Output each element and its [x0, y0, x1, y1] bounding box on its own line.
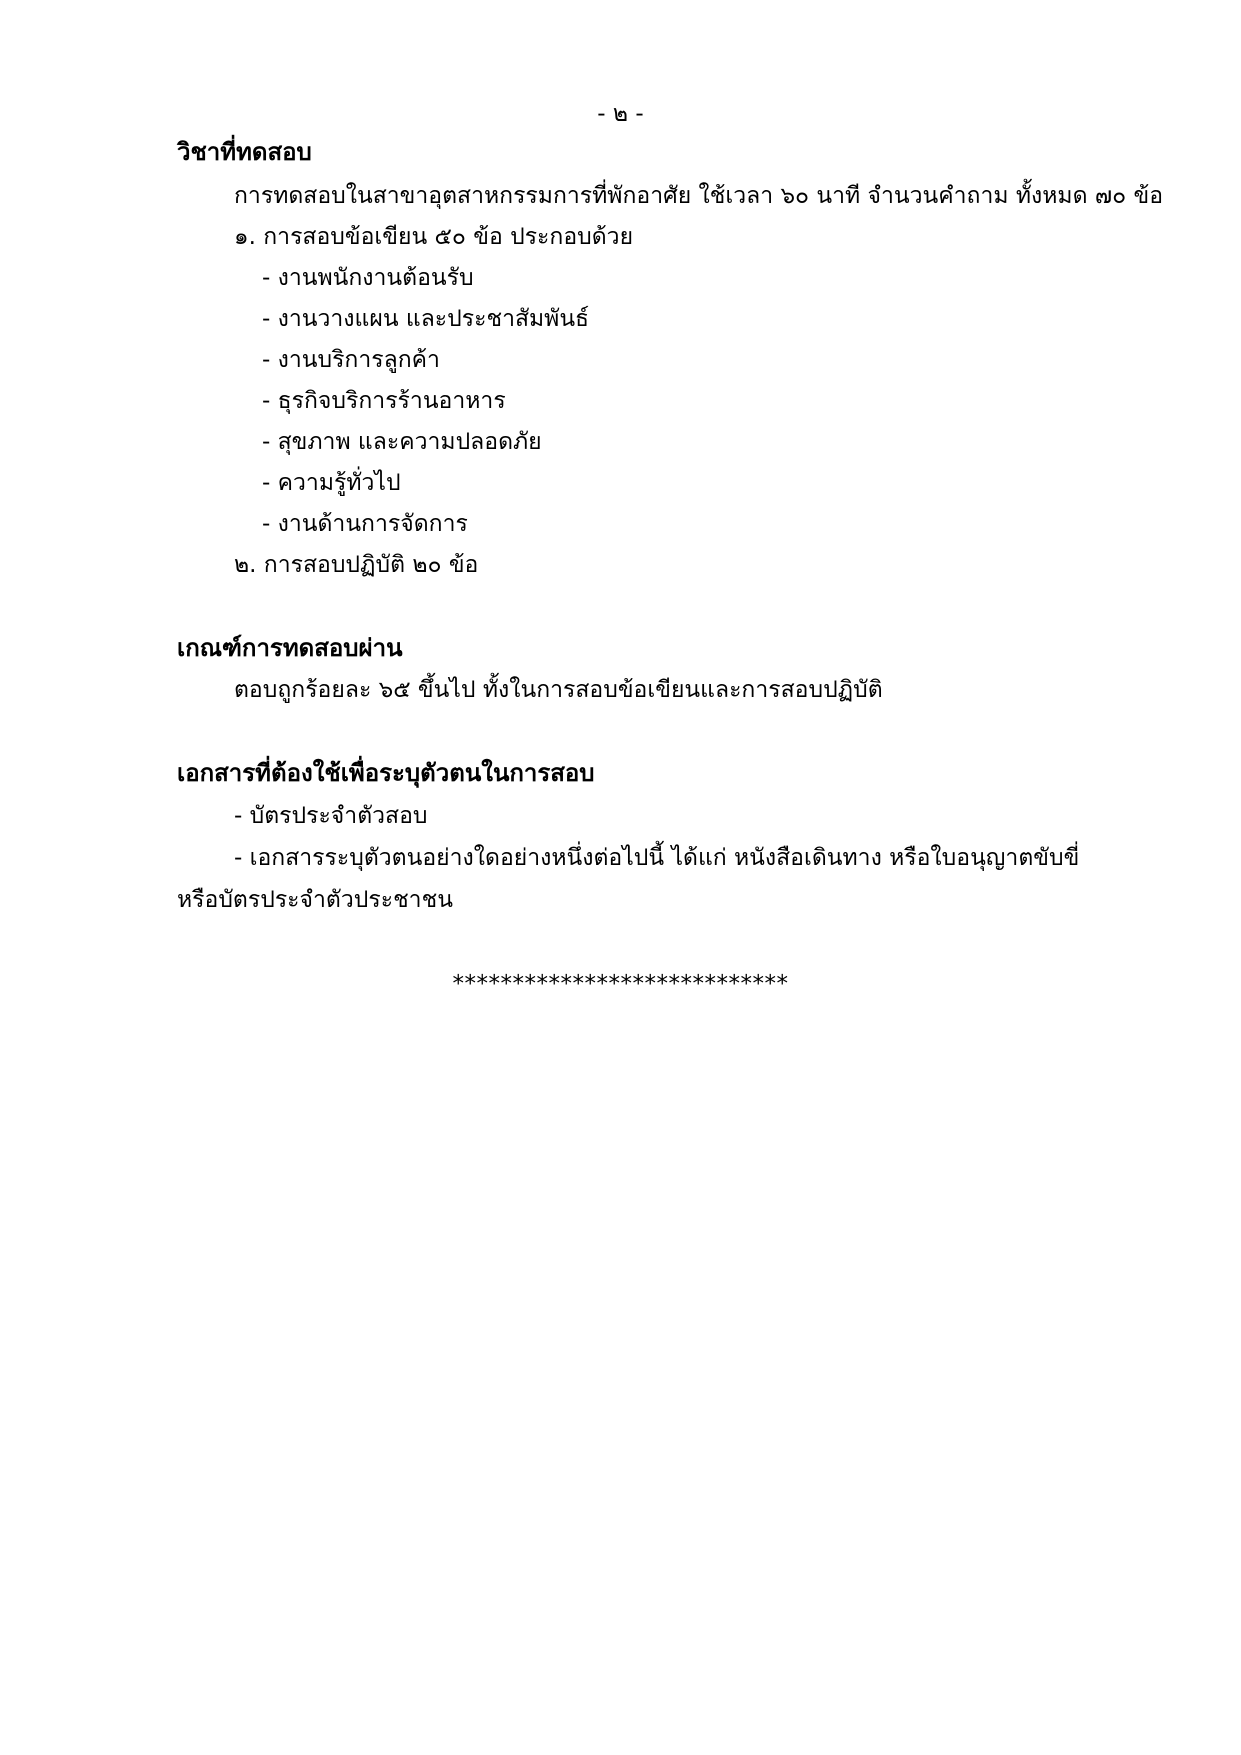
documents-item-id-line2: หรือบัตรประจำตัวประชาชน [177, 887, 453, 913]
list-item: - งานด้านการจัดการ [262, 511, 468, 537]
end-marker: **************************** [452, 971, 789, 997]
list-item: - งานวางแผน และประชาสัมพันธ์ [262, 306, 590, 332]
documents-item-exam-card: - บัตรประจำตัวสอบ [234, 803, 428, 829]
list-item: - ธุรกิจบริการร้านอาหาร [262, 388, 506, 414]
page-number: - ๒ - [597, 101, 644, 127]
documents-heading: เอกสารที่ต้องใช้เพื่อระบุตัวตนในการสอบ [177, 759, 595, 787]
list-item: - งานพนักงานต้อนรับ [262, 265, 474, 291]
list-item: - สุขภาพ และความปลอดภัย [262, 429, 542, 455]
criteria-text: ตอบถูกร้อยละ ๖๕ ขึ้นไป ทั้งในการสอบข้อเขียนและการสอบปฏิบัติ [234, 677, 883, 703]
criteria-heading: เกณฑ์การทดสอบผ่าน [177, 634, 403, 662]
subjects-heading: วิชาที่ทดสอบ [177, 138, 312, 166]
list-item: - ความรู้ทั่วไป [262, 470, 401, 496]
subjects-intro: การทดสอบในสาขาอุตสาหกรรมการที่พักอาศัย ใช้เวลา ๖๐ นาที จำนวนคำถาม ทั้งหมด ๗๐ ข้อ [234, 183, 1164, 209]
practical-exam-line: ๒. การสอบปฏิบัติ ๒๐ ข้อ [234, 552, 479, 578]
list-item: - งานบริการลูกค้า [262, 347, 440, 373]
documents-item-id-line1: - เอกสารระบุตัวตนอย่างใดอย่างหนึ่งต่อไปนี้ ได้แก่ หนังสือเดินทาง หรือใบอนุญาตขับขี่ [234, 845, 1080, 871]
written-exam-line: ๑. การสอบข้อเขียน ๕๐ ข้อ ประกอบด้วย [234, 224, 634, 250]
